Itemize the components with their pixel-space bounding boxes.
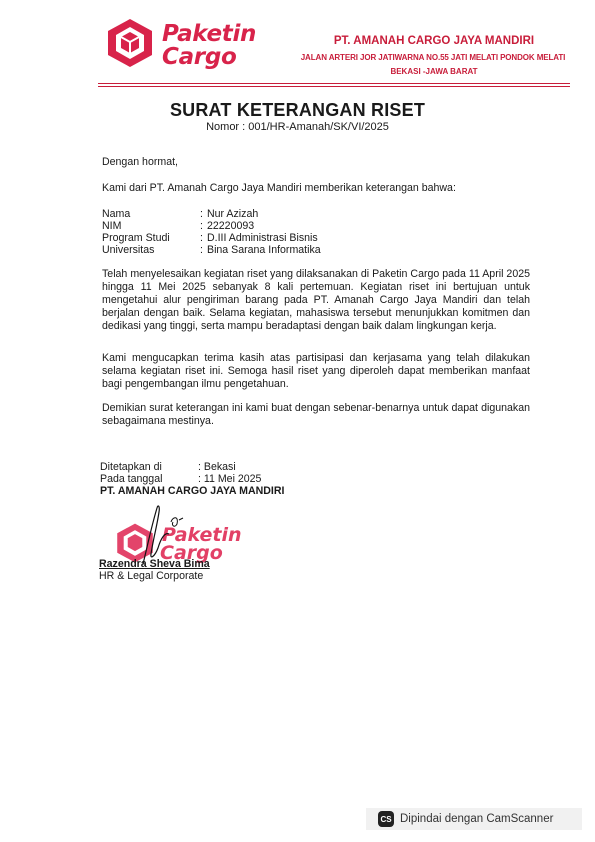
closing-separator: : (198, 473, 201, 485)
intro-text: Kami dari PT. Amanah Cargo Jaya Mandiri memberikan keterangan bahwa: (102, 182, 456, 194)
identity-separator: : (200, 244, 203, 256)
identity-label: Nama (102, 208, 131, 220)
stamp-text-line2: Cargo (160, 542, 223, 564)
identity-value: D.III Administrasi Bisnis (207, 232, 318, 244)
signer-name: Razendra Sheva Bima (99, 558, 210, 570)
identity-value: 22220093 (207, 220, 255, 232)
document-number: Nomor : 001/HR-Amanah/SK/VI/2025 (206, 121, 389, 133)
camscanner-text: Dipindai dengan CamScanner (400, 813, 554, 825)
brand-name-line2: Cargo (162, 44, 237, 70)
identity-label: Program Studi (102, 232, 170, 244)
identity-separator: : (200, 220, 203, 232)
greeting: Dengan hormat, (102, 156, 178, 168)
camscanner-watermark (366, 808, 582, 830)
identity-value: Bina Sarana Informatika (207, 244, 321, 256)
stamp-text-line1: Paketin (162, 524, 242, 546)
identity-label: Universitas (102, 244, 155, 256)
company-address: JALAN ARTERI JOR JATIWARNA NO.55 JATI MELATI PONDOK MELATI (300, 53, 566, 62)
body-paragraph: Demikian surat keterangan ini kami buat dengan sebenar-benarnya untuk dapat digunakan sebagaimana mestinya. (102, 402, 530, 427)
date-label: Pada tanggal (100, 473, 163, 485)
identity-separator: : (200, 208, 203, 220)
body-paragraph: Kami mengucapkan terima kasih atas partisipasi dan kerjasama yang telah dilakukan selama kegiatan riset ini. Semoga hasil riset yang diperoleh dapat memberikan manfaat bagi pengembangan ilmu pengetahuan. (102, 352, 530, 390)
company-logo-icon (104, 17, 156, 69)
body-paragraph: Telah menyelesaikan kegiatan riset yang dilaksanakan di Paketin Cargo pada 11 April 2025 hingga 11 Mei 2025 sebanyak 8 kali pertemuan. Kegiatan riset ini bertujuan untuk mengetahui alur pengiriman barang pada PT. Amanah Cargo Jaya Mandiri dan telah berjalan dengan baik. Selama kegiatan, mahasiswa tersebut menunjukkan komitmen dan dedikasi yang tinggi, serta mampu beradaptasi dengan baik dalam lingkungan kerja. (102, 268, 530, 332)
place-label: Ditetapkan di (100, 461, 162, 473)
camscanner-icon: CS (378, 811, 394, 827)
letterhead-divider-thin (98, 86, 570, 87)
date-value: 11 Mei 2025 (203, 473, 262, 485)
identity-value: Nur Azizah (207, 208, 259, 220)
company-city: BEKASI -JAWA BARAT (390, 67, 478, 76)
closing-separator: : (198, 461, 201, 473)
letterhead-divider (98, 83, 570, 84)
identity-label: NIM (102, 220, 122, 232)
company-name: PT. AMANAH CARGO JAYA MANDIRI (333, 35, 535, 47)
place-value: Bekasi (203, 461, 236, 473)
date-value-row (198, 473, 261, 485)
signer-title: HR & Legal Corporate (99, 570, 204, 582)
place-value-row (198, 461, 236, 473)
document-title: SURAT KETERANGAN RISET (169, 100, 426, 120)
brand-name-line1: Paketin (162, 21, 257, 47)
closing-company: PT. AMANAH CARGO JAYA MANDIRI (100, 485, 285, 497)
identity-separator: : (200, 232, 203, 244)
